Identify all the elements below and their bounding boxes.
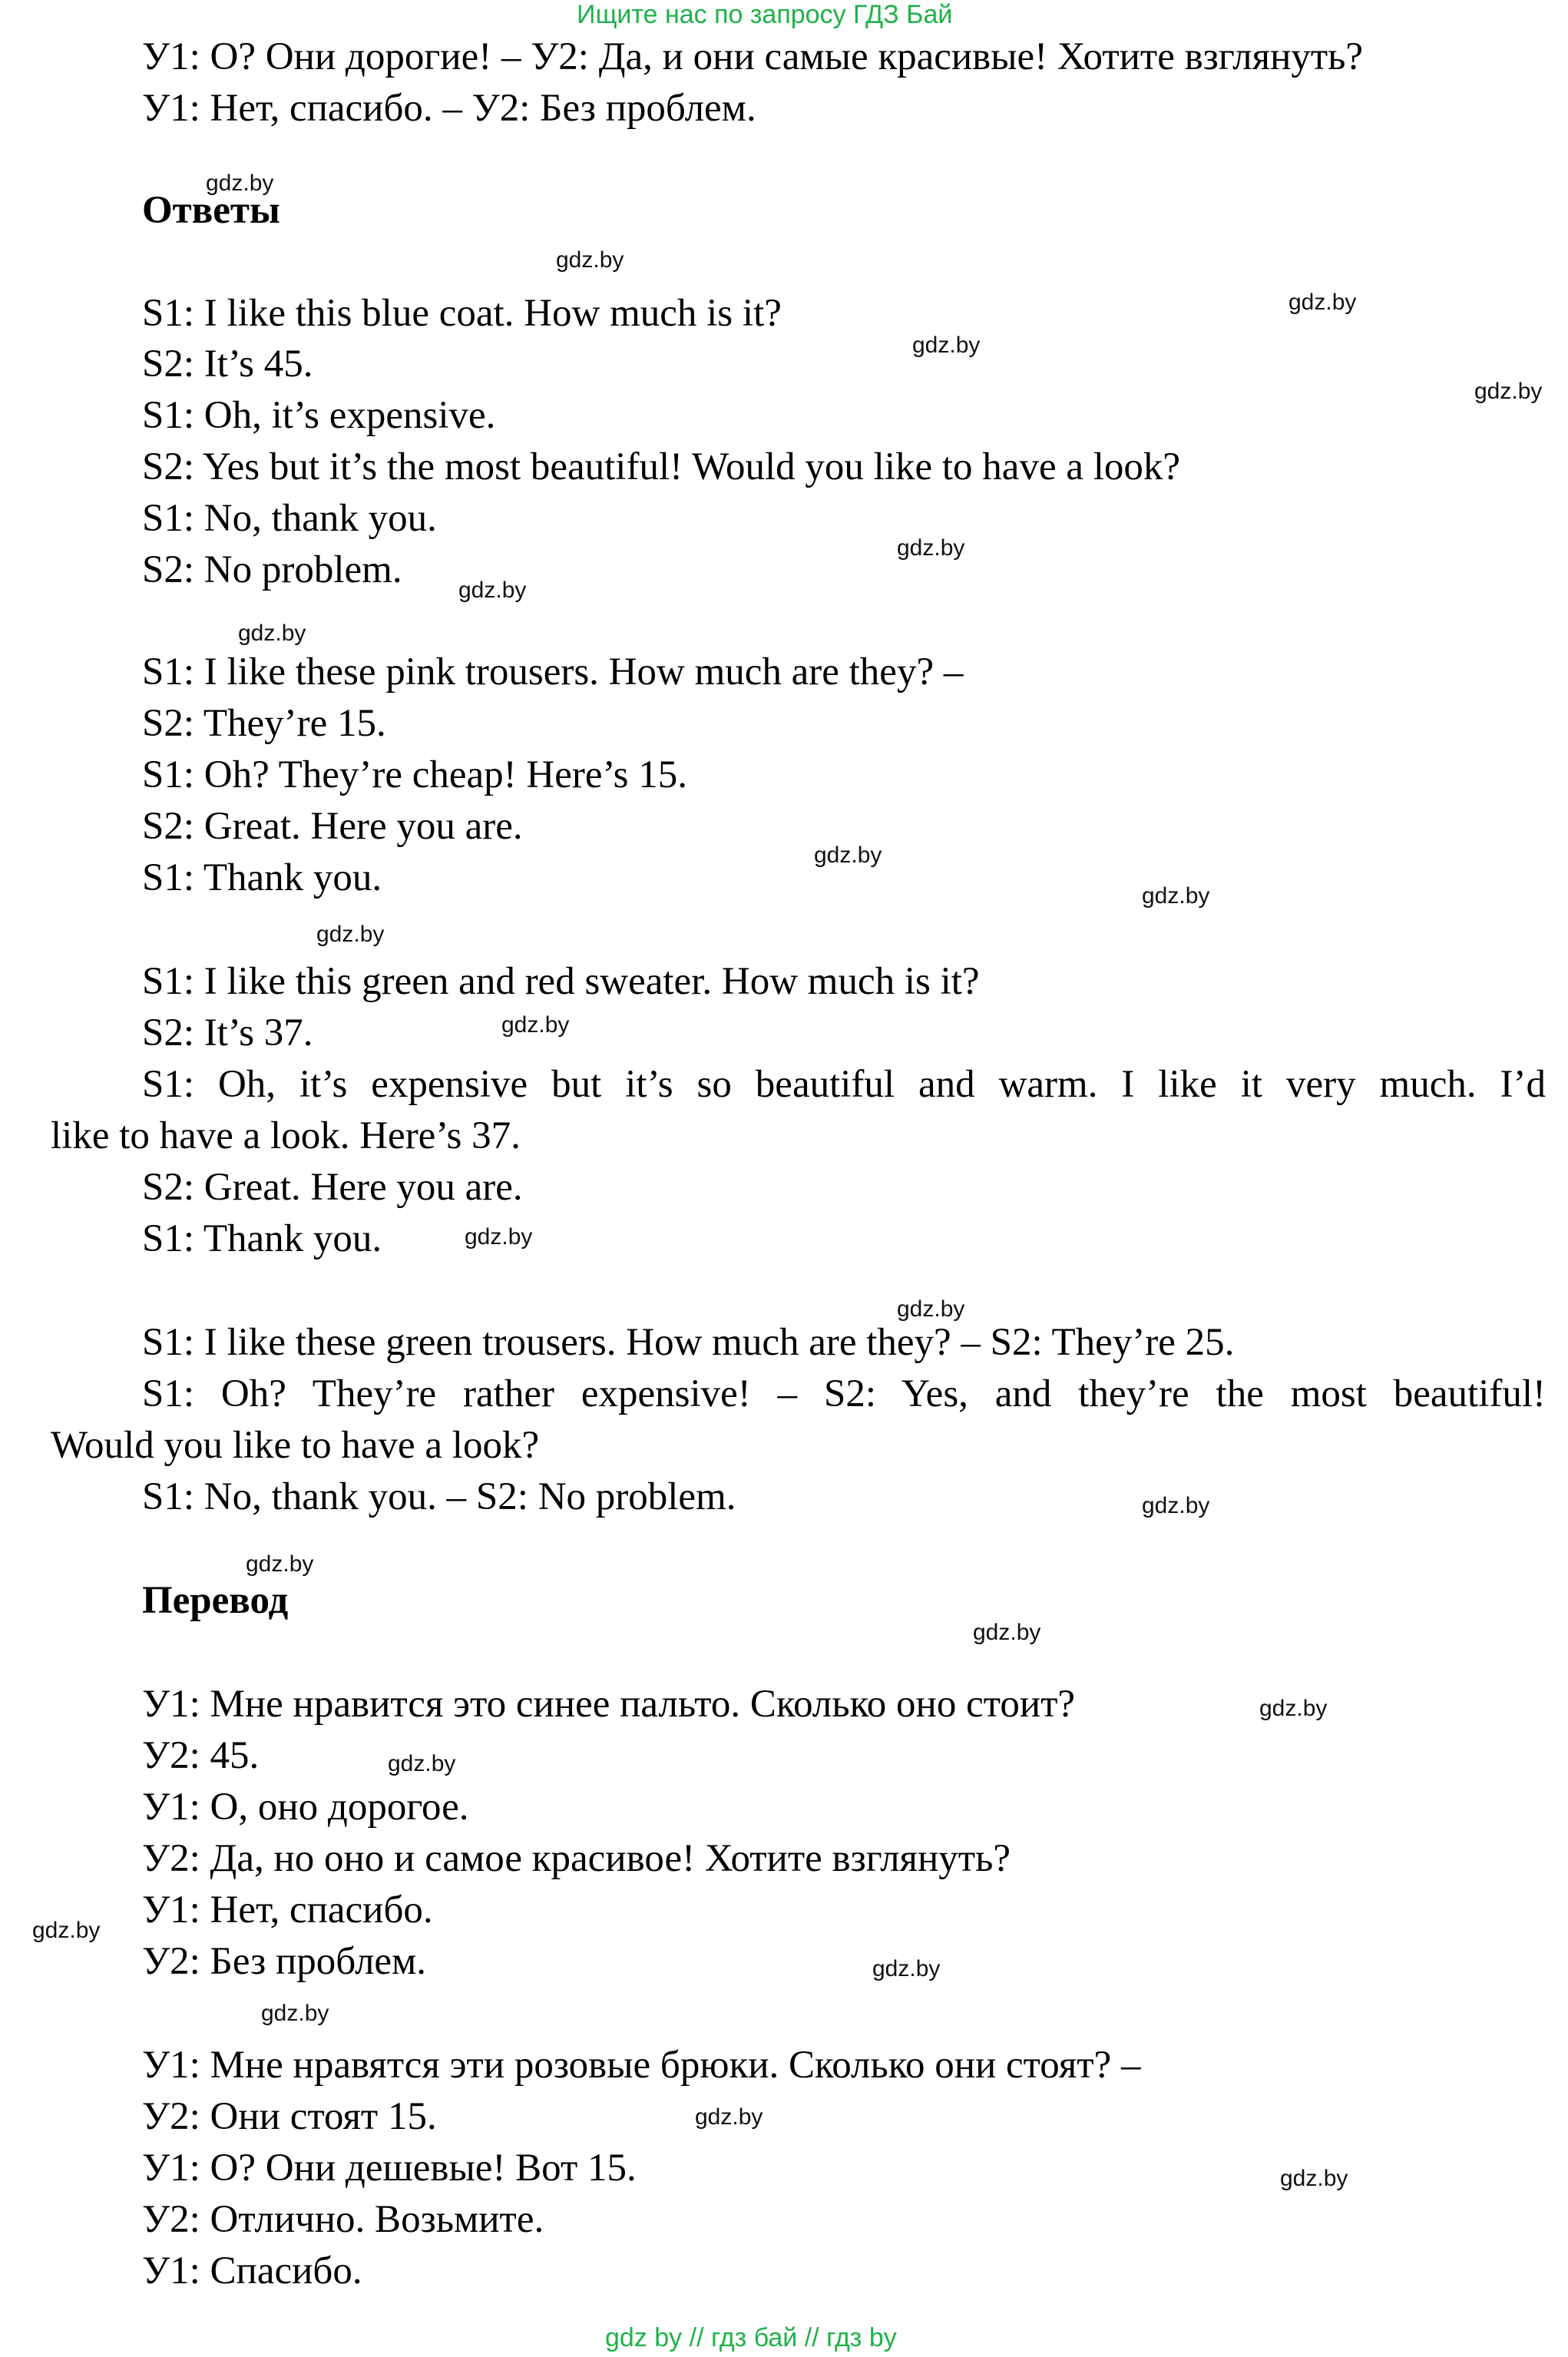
answer-d4-line: S1: No, thank you. – S2: No problem.: [142, 1475, 736, 1518]
watermark: gdz.by: [1280, 2166, 1348, 2191]
answer-d2-line: S1: I like these pink trousers. How much are they? –: [142, 650, 964, 694]
answer-d4-line: S1: Oh? They’re rather expensive! – S2: Yes, and they’re the most beautiful!: [142, 1372, 1546, 1415]
watermark: gdz.by: [872, 1956, 941, 1981]
translation-t1-line: У2: 45.: [142, 1734, 260, 1777]
watermark: gdz.by: [261, 2001, 329, 2026]
watermark: gdz.by: [973, 1620, 1041, 1645]
watermark: gdz.by: [1142, 1493, 1210, 1518]
answer-d1-line: S1: No, thank you.: [142, 497, 437, 540]
answer-d1-line: S2: Yes but it’s the most beautiful! Would you like to have a look?: [142, 445, 1181, 488]
watermark: gdz.by: [246, 1551, 314, 1577]
watermark: gdz.by: [316, 922, 385, 947]
watermark: gdz.by: [501, 1012, 570, 1038]
watermark: gdz.by: [556, 247, 624, 273]
answer-d3-line: S1: I like this green and red sweater. How much is it?: [142, 960, 980, 1003]
watermark: gdz.by: [814, 842, 882, 868]
answer-d3-line: S1: Oh, it’s expensive but it’s so beautiful and warm. I like it very much. I’d: [142, 1063, 1546, 1106]
watermark: gdz.by: [912, 333, 981, 358]
translation-heading: Перевод: [142, 1579, 289, 1622]
translation-t2-line: У1: О? Они дешевые! Вот 15.: [142, 2147, 637, 2190]
answer-d3-line: S1: Thank you.: [142, 1217, 382, 1260]
answer-d1-line: S1: Oh, it’s expensive.: [142, 394, 496, 437]
watermark: gdz.by: [458, 578, 527, 603]
watermark: gdz.by: [238, 621, 306, 646]
answer-d2-line: S2: Great. Here you are.: [142, 805, 523, 848]
intro-line-1: У1: О? Они дорогие! – У2: Да, и они самые красивые! Хотите взглянуть?: [142, 35, 1364, 78]
translation-t2-line: У1: Мне нравятся эти розовые брюки. Сколько они стоят? –: [142, 2044, 1141, 2087]
answer-d2-line: S2: They’re 15.: [142, 702, 386, 745]
watermark: gdz.by: [1259, 1696, 1328, 1721]
top-banner[interactable]: Ищите нас по запросу ГДЗ Бай: [577, 0, 953, 29]
watermark: gdz.by: [388, 1751, 456, 1776]
answer-d3-line: like to have a look. Here’s 37.: [51, 1114, 521, 1157]
answer-d1-line: S1: I like this blue coat. How much is it?: [142, 292, 782, 335]
translation-t2-line: У2: Они стоят 15.: [142, 2095, 437, 2138]
translation-t1-line: У1: О, оно дорогое.: [142, 1786, 469, 1829]
answer-d3-line: S2: Great. Here you are.: [142, 1166, 523, 1209]
answer-d4-line: S1: I like these green trousers. How much are they? – S2: They’re 25.: [142, 1321, 1235, 1364]
translation-t1-line: У1: Нет, спасибо.: [142, 1889, 433, 1932]
answer-d4-line: Would you like to have a look?: [51, 1424, 540, 1467]
watermark: gdz.by: [1288, 290, 1357, 315]
watermark: gdz.by: [897, 535, 965, 561]
translation-t2-line: У1: Спасибо.: [142, 2249, 362, 2292]
intro-line-2: У1: Нет, спасибо. – У2: Без проблем.: [142, 87, 756, 130]
watermark: gdz.by: [1142, 883, 1210, 909]
answer-d1-line: S2: It’s 45.: [142, 343, 313, 386]
answer-d1-line: S2: No problem.: [142, 548, 402, 591]
translation-t2-line: У2: Отлично. Возьмите.: [142, 2198, 544, 2241]
translation-t1-line: У2: Без проблем.: [142, 1940, 427, 1983]
answers-heading: Ответы: [142, 189, 280, 232]
answer-d2-line: S1: Oh? They’re cheap! Here’s 15.: [142, 753, 687, 796]
answer-d3-line: S2: It’s 37.: [142, 1011, 313, 1054]
watermark: gdz.by: [32, 1918, 101, 1943]
watermark: gdz.by: [897, 1296, 965, 1322]
watermark: gdz.by: [1474, 379, 1543, 404]
answer-d2-line: S1: Thank you.: [142, 856, 382, 899]
bottom-banner[interactable]: gdz by // гдз бай // гдз by: [605, 2323, 897, 2352]
watermark: gdz.by: [695, 2104, 763, 2130]
translation-t1-line: У1: Мне нравится это синее пальто. Сколько оно стоит?: [142, 1683, 1076, 1726]
watermark: gdz.by: [465, 1224, 533, 1250]
watermark: gdz.by: [206, 170, 274, 196]
translation-t1-line: У2: Да, но оно и самое красивое! Хотите взглянуть?: [142, 1837, 1011, 1880]
